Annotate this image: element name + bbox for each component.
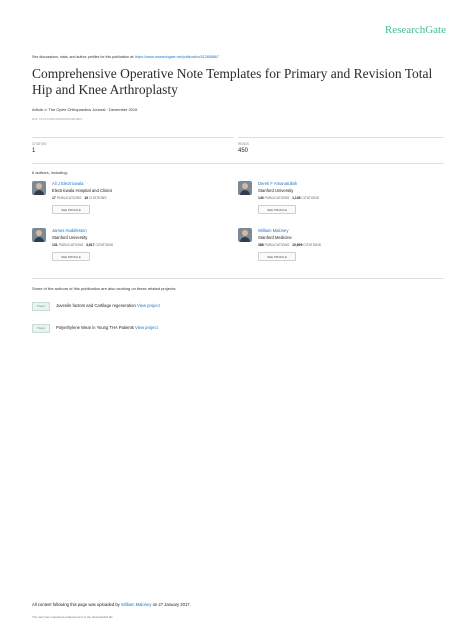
- project-item: [32, 302, 432, 316]
- projects-divider: [32, 278, 444, 279]
- in-word: in: [44, 107, 48, 112]
- author-card: [32, 181, 212, 221]
- article-type: Article: [32, 107, 44, 112]
- upload-info: [32, 602, 191, 607]
- see-profile-button[interactable]: SEE PROFILE: [52, 252, 90, 261]
- view-project-link[interactable]: View project: [135, 325, 158, 330]
- avatar[interactable]: [238, 181, 252, 195]
- avatar[interactable]: [238, 228, 252, 242]
- discussions-line: [32, 55, 219, 59]
- author-card: [32, 228, 212, 268]
- authors-heading: 6 authors, including:: [32, 170, 68, 175]
- publication-link[interactable]: https://www.researchgate.net/publication/312858867: [135, 55, 219, 59]
- author-card: [238, 228, 418, 268]
- author-name[interactable]: James Huddleston: [52, 228, 87, 233]
- author-institution: Stanford University: [52, 235, 88, 240]
- projects-heading: Some of the authors of this publication are also working on these related projects:: [32, 286, 177, 291]
- author-name[interactable]: William Maloney: [258, 228, 289, 233]
- citation-label: CITATION: [32, 142, 47, 146]
- see-profile-button[interactable]: SEE PROFILE: [52, 205, 90, 214]
- author-institution: Stanford Medicine: [258, 235, 292, 240]
- enhancement-note: The user has requested enhancement of the downloaded file.: [32, 615, 114, 619]
- avatar[interactable]: [32, 181, 46, 195]
- uploader-link[interactable]: William Maloney: [120, 602, 152, 607]
- author-stats: 17 PUBLICATIONS 19 CITATIONS: [52, 196, 107, 200]
- project-text: [56, 325, 158, 330]
- author-institution: Electricwala Hospital and Clinics: [52, 188, 113, 193]
- authors-divider: [32, 163, 444, 164]
- see-profile-button[interactable]: SEE PROFILE: [258, 252, 296, 261]
- citation-value: 1: [32, 148, 36, 154]
- journal-name: The Open Orthopaedics Journal · December 2016: [48, 107, 138, 112]
- doi: DOI: 10.2174/1874325001610010807: [32, 117, 83, 121]
- citation-divider: [32, 137, 234, 138]
- upload-prefix: All content following this page was uploaded by: [32, 602, 120, 607]
- paper-title: Comprehensive Operative Note Templates for Primary and Revision Total Hip and Knee Arthroplasty: [32, 66, 433, 97]
- author-stats: 131 PUBLICATIONS 3,617 CITATIONS: [52, 243, 114, 247]
- project-icon: Project: [32, 324, 50, 333]
- discussions-text: See discussions, stats, and author profiles for this publication at:: [32, 55, 135, 59]
- author-stats: 140 PUBLICATIONS 1,135 CITATIONS: [258, 196, 320, 200]
- reads-divider: [238, 137, 444, 138]
- project-icon: Project: [32, 302, 50, 311]
- project-item: [32, 324, 432, 338]
- reads-value: 450: [238, 148, 249, 154]
- author-name[interactable]: Ali J Electricwala: [52, 181, 84, 186]
- researchgate-logo[interactable]: ResearchGate: [384, 24, 446, 36]
- author-stats: 388 PUBLICATIONS 10,699 CITATIONS: [258, 243, 321, 247]
- project-title: Polyethylene Wear in Young THA Patients: [56, 325, 134, 330]
- see-profile-button[interactable]: SEE PROFILE: [258, 205, 296, 214]
- author-institution: Stanford University: [258, 188, 294, 193]
- project-title: Juvenile factors and Cartilage regeneration: [56, 303, 136, 308]
- reads-label: READS: [238, 142, 249, 146]
- upload-date: on 27 January 2017.: [152, 602, 191, 607]
- author-card: [238, 181, 418, 221]
- author-name[interactable]: Derek F Amanatullah: [258, 181, 298, 186]
- project-text: [56, 303, 160, 308]
- view-project-link[interactable]: View project: [137, 303, 160, 308]
- avatar[interactable]: [32, 228, 46, 242]
- paper-meta: [32, 107, 137, 112]
